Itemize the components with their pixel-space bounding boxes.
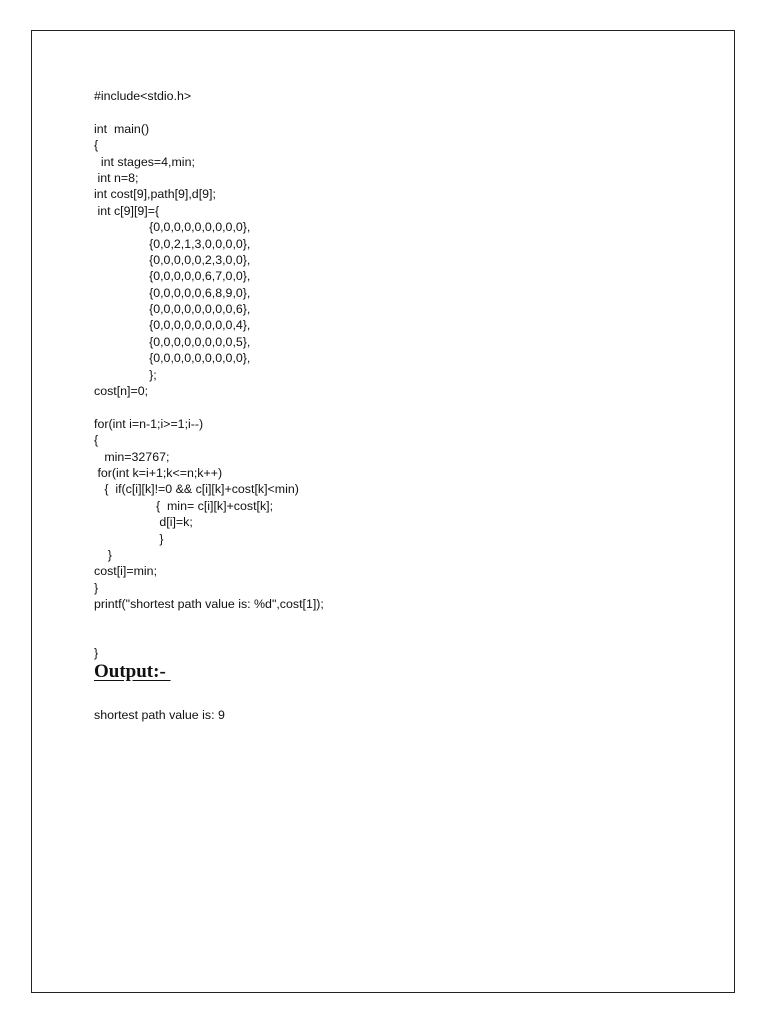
code-line: { <box>94 138 99 153</box>
code-line: {0,0,0,0,0,6,7,0,0}, <box>94 269 251 284</box>
code-line: {0,0,0,0,0,0,0,0,5}, <box>94 334 251 349</box>
code-line: {0,0,0,0,0,2,3,0,0}, <box>94 252 251 267</box>
code-line: d[i]=k; <box>94 515 193 530</box>
code-line: cost[i]=min; <box>94 564 158 579</box>
code-line: int n=8; <box>94 170 139 185</box>
code-line: int c[9][9]={ <box>94 203 160 218</box>
code-line: int cost[9],path[9],d[9]; <box>94 187 216 202</box>
code-line: } <box>94 531 164 546</box>
code-line: {0,0,2,1,3,0,0,0,0}, <box>94 236 251 251</box>
code-line: }; <box>94 367 157 382</box>
code-line: } <box>94 580 99 595</box>
code-line <box>94 399 324 415</box>
code-line <box>94 104 324 120</box>
code-line: { if(c[i][k]!=0 && c[i][k]+cost[k]<min) <box>94 482 299 497</box>
document-page <box>31 30 735 993</box>
code-line: cost[n]=0; <box>94 384 149 399</box>
code-line: {0,0,0,0,0,6,8,9,0}, <box>94 285 251 300</box>
code-line: {0,0,0,0,0,0,0,0,0}, <box>94 220 251 235</box>
code-line: min=32767; <box>94 449 170 464</box>
code-line: {0,0,0,0,0,0,0,0,6}, <box>94 302 251 317</box>
code-line: printf("shortest path value is: %d",cost[1]); <box>94 597 324 612</box>
code-block <box>94 88 324 662</box>
code-line: } <box>94 646 99 661</box>
code-line: int stages=4,min; <box>94 154 195 169</box>
code-line <box>94 613 324 629</box>
code-line <box>94 629 324 645</box>
code-line: #include<stdio.h> <box>94 89 192 103</box>
code-line: {0,0,0,0,0,0,0,0,0}, <box>94 351 251 366</box>
code-line: {0,0,0,0,0,0,0,0,4}, <box>94 318 251 333</box>
code-line: } <box>94 547 112 562</box>
code-line: { min= c[i][k]+cost[k]; <box>94 498 274 513</box>
code-line: for(int k=i+1;k<=n;k++) <box>94 465 223 480</box>
code-line: { <box>94 433 99 448</box>
output-text: shortest path value is: 9 <box>94 708 225 722</box>
output-heading: Output:- <box>94 661 171 682</box>
code-line: for(int i=n-1;i>=1;i--) <box>94 416 204 431</box>
code-line: int main() <box>94 121 150 136</box>
